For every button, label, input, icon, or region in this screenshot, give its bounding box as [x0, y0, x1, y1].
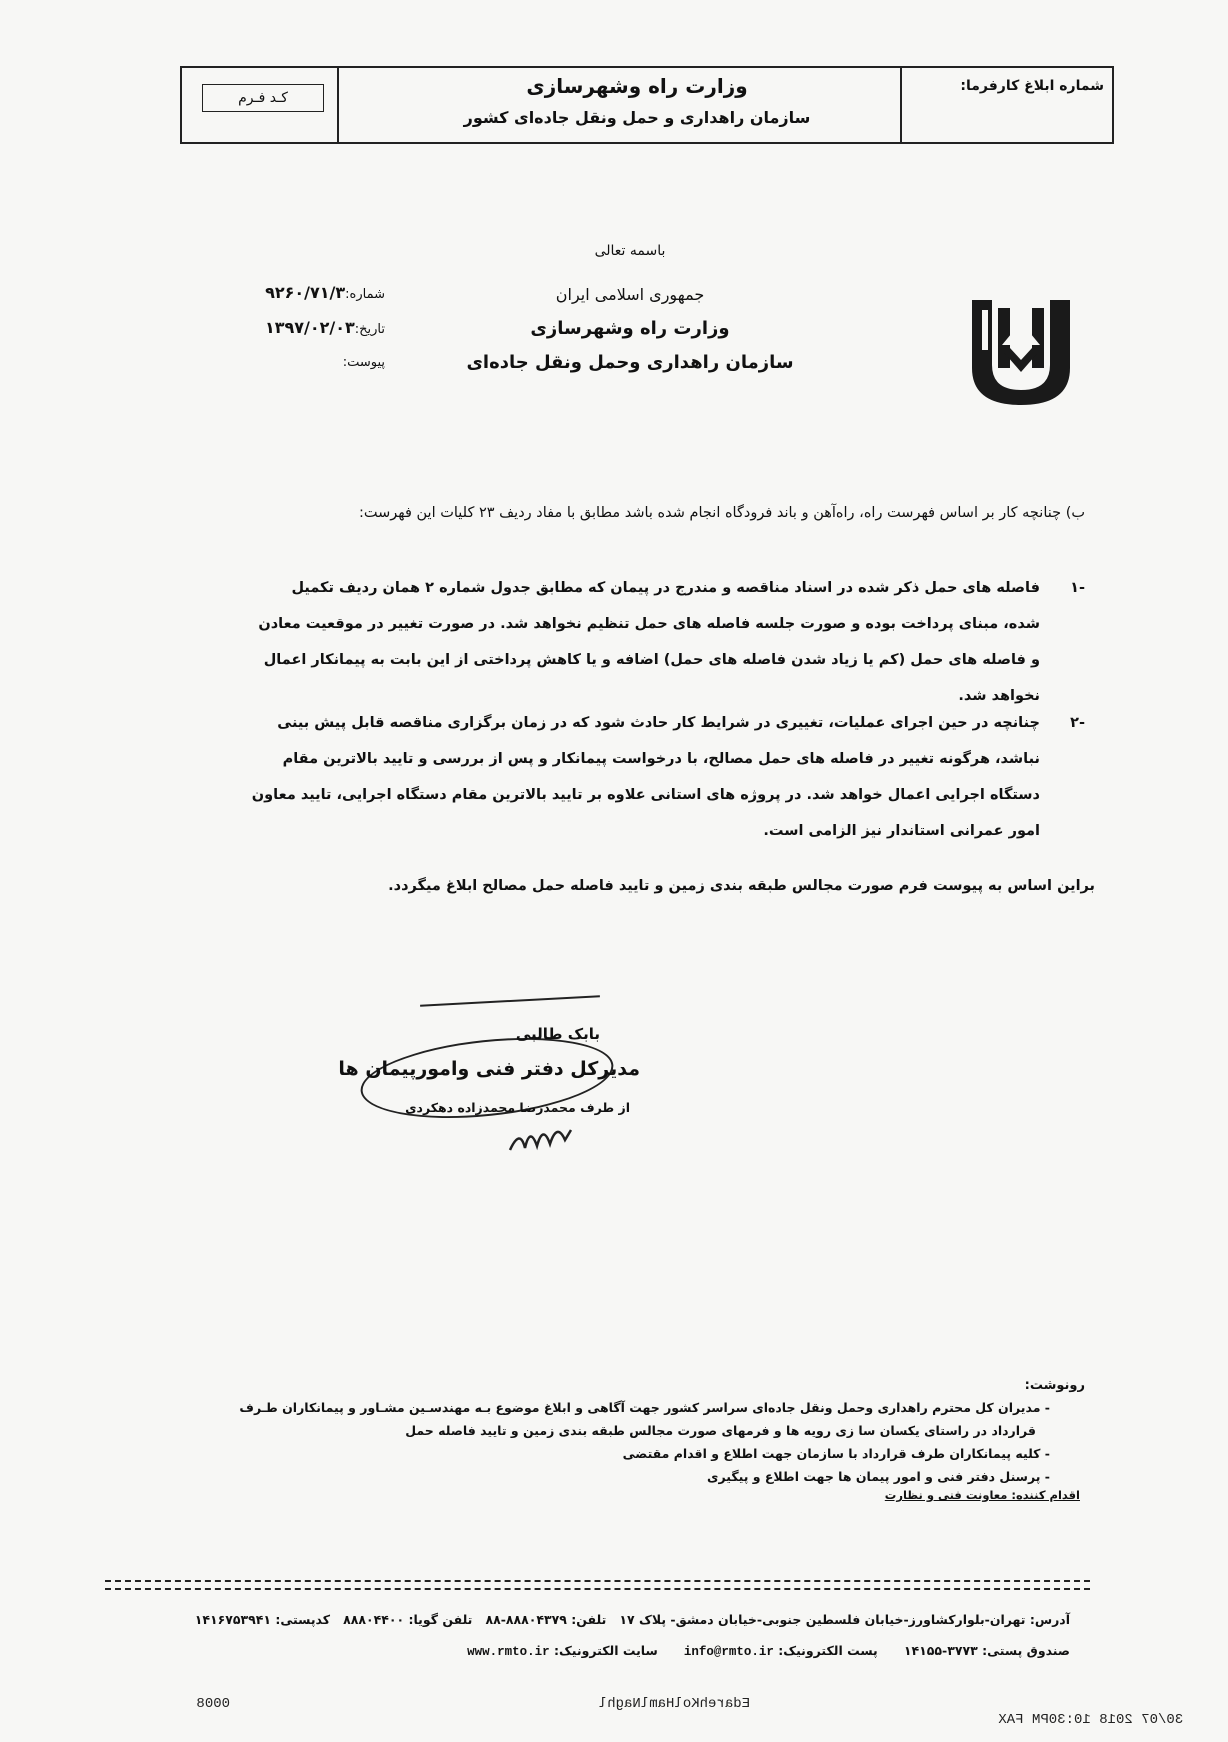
- item2-number: ۲-: [1070, 715, 1085, 731]
- country-name: جمهوری اسلامی ایران: [555, 285, 705, 304]
- footer-rule-top: [105, 1580, 1090, 1582]
- fax-header: 30/07 2018 10:30PM FAX: [998, 1712, 1184, 1728]
- fax-page-number: 0008: [196, 1696, 230, 1712]
- letter-number: [215, 283, 385, 302]
- cc-item-continuation: قرارداد در راستای یکسان سا زی رویه ها و فرمهای صورت مجالس طبقه بندی زمین و تایید فاصله حمل: [405, 1423, 1036, 1438]
- footer-postal-code: کدپستی: ۱۴۱۶۷۵۳۹۴۱: [194, 1612, 331, 1627]
- form-code-cell: [182, 68, 339, 142]
- item2-line: نباشد، هرگونه تغییر در فاصله های حمل مصالح، با درخواست پیمانکار و پس از بررسی و تایید بالاترین مقام: [282, 751, 1040, 767]
- conclusion-paragraph: براین اساس به پیوست فرم صورت مجالس طبقه بندی زمین و تایید فاصله حمل مصالح ابلاغ میگردد.: [388, 878, 1095, 894]
- header-box: [180, 66, 1114, 144]
- letter-date: [215, 318, 385, 337]
- date-label: تاریخ:: [354, 322, 385, 337]
- footer-address: آدرس: تهران-بلوارکشاورز-خیابان فلسطین جنوبی-خیابان دمشق- پلاک ۱۷: [619, 1612, 1070, 1627]
- header-ministry: وزارت راه وشهرسازی: [526, 74, 748, 98]
- invocation: باسمه تعالی: [594, 243, 666, 259]
- item1-paragraph: [185, 570, 1040, 714]
- cc-item: - مدیران کل محترم راهداری وحمل ونقل جاده‌ای سراسر کشور جهت آگاهی و ابلاغ موضوع بـه مهندسـین مشـاور و پیمانکاران طـرف: [239, 1400, 1050, 1415]
- cc-label: رونوشت:: [1024, 1378, 1085, 1393]
- signer-on-behalf: از طرف محمدرضا محمدزاده دهکردی: [405, 1100, 630, 1115]
- item1-line: فاصله های حمل ذکر شده در اسناد مناقصه و مندرج در پیمان که مطابق جدول شماره ۲ همان ردیف تکمیل: [291, 580, 1040, 596]
- cc-item: - پرسنل دفتر فنی و امور پیمان ها جهت اطلاع و پیگیری: [707, 1469, 1050, 1484]
- signature-top-stroke: [420, 995, 600, 1006]
- notice-cell: [900, 68, 1112, 142]
- footer-website-label: سایت الکترونیک:: [554, 1643, 658, 1658]
- letterhead-organization: سازمان راهداری وحمل ونقل جاده‌ای: [466, 352, 794, 373]
- item1-line: و فاصله های حمل (کم یا زیاد شدن فاصله های حمل) اضافه و یا کاهش پرداختی از این بابت به پیمانکار اعمال: [263, 652, 1040, 668]
- attachment-label: پیوست:: [342, 355, 385, 370]
- form-code-label: کـد فـرم: [202, 84, 324, 112]
- fax-sender: EdarehKolHamlNaghl: [598, 1696, 750, 1712]
- footer-website: www.rmto.ir: [467, 1645, 550, 1659]
- item2-paragraph: [185, 705, 1040, 849]
- footer-po-box: صندوق پستی: ۳۷۷۳-۱۴۱۵۵: [903, 1643, 1070, 1658]
- number-label: شماره:: [345, 287, 385, 302]
- header-organization: سازمان راهداری و حمل ونقل جاده‌ای کشور: [463, 108, 811, 127]
- item2-line: چنانچه در حین اجرای عملیات، تغییری در شرایط کار حادث شود که در زمان برگزاری مناقصه قابل پیش بینی: [277, 715, 1040, 731]
- date-value: ۱۳۹۷/۰۲/۰۳: [264, 318, 355, 337]
- footer-line-1: [185, 1612, 1070, 1627]
- footer-rule-bottom: [105, 1588, 1090, 1590]
- cc-item: - کلیه پیمانکاران طرف قرارداد با سازمان جهت اطلاع و اقدام مقتضی: [622, 1446, 1050, 1461]
- item1-line: نخواهد شد.: [958, 688, 1040, 704]
- item2-line: امور عمرانی استاندار نیز الزامی است.: [763, 823, 1040, 839]
- item2-line: دستگاه اجرایی اعمال خواهد شد. در پروژه های استانی علاوه بر تایید بالاترین مقام دستگاه اجرایی، تایید معاون: [251, 787, 1040, 803]
- handwritten-signature: [505, 1118, 575, 1158]
- number-value: ۹۲۶۰/۷۱/۳: [265, 283, 346, 302]
- item1-line: شده، مبنای پرداخت بوده و صورت جلسه فاصله های حمل تنظیم نخواهد شد. در صورت تغییر در موقعیت معادن: [258, 616, 1040, 632]
- footer-email-label: پست الکترونیک:: [778, 1643, 878, 1658]
- footer-line-2: [250, 1643, 1070, 1659]
- action-by: اقدام کننده: معاونت فنی و نظارت: [884, 1488, 1080, 1502]
- signer-title: مدیرکل دفتر فنی وامورپیمان ها: [338, 1058, 640, 1080]
- footer-email: info@rmto.ir: [683, 1645, 774, 1659]
- footer-phone-auto: تلفن گویا: ۸۸۸۰۴۴۰۰: [343, 1612, 473, 1627]
- signer-name: بابک طالبی: [515, 1025, 600, 1043]
- rmto-logo-icon: [962, 290, 1080, 410]
- intro-paragraph: ب) چنانچه کار بر اساس فهرست‌ راه، راه‌آهن و باند فرودگاه انجام شده باشد مطابق با مفاد ردیف ۲۳ کلیات این فهرست:: [359, 505, 1085, 521]
- cc-list: [170, 1396, 1050, 1488]
- item1-number: ۱-: [1070, 580, 1085, 596]
- letterhead-ministry: وزارت راه وشهرسازی: [530, 318, 730, 339]
- employer-notice-number: شماره ابلاغ کارفرما:: [960, 78, 1104, 94]
- footer-phone: تلفن: ۸۸۸۰۴۳۷۹-۸۸: [485, 1612, 607, 1627]
